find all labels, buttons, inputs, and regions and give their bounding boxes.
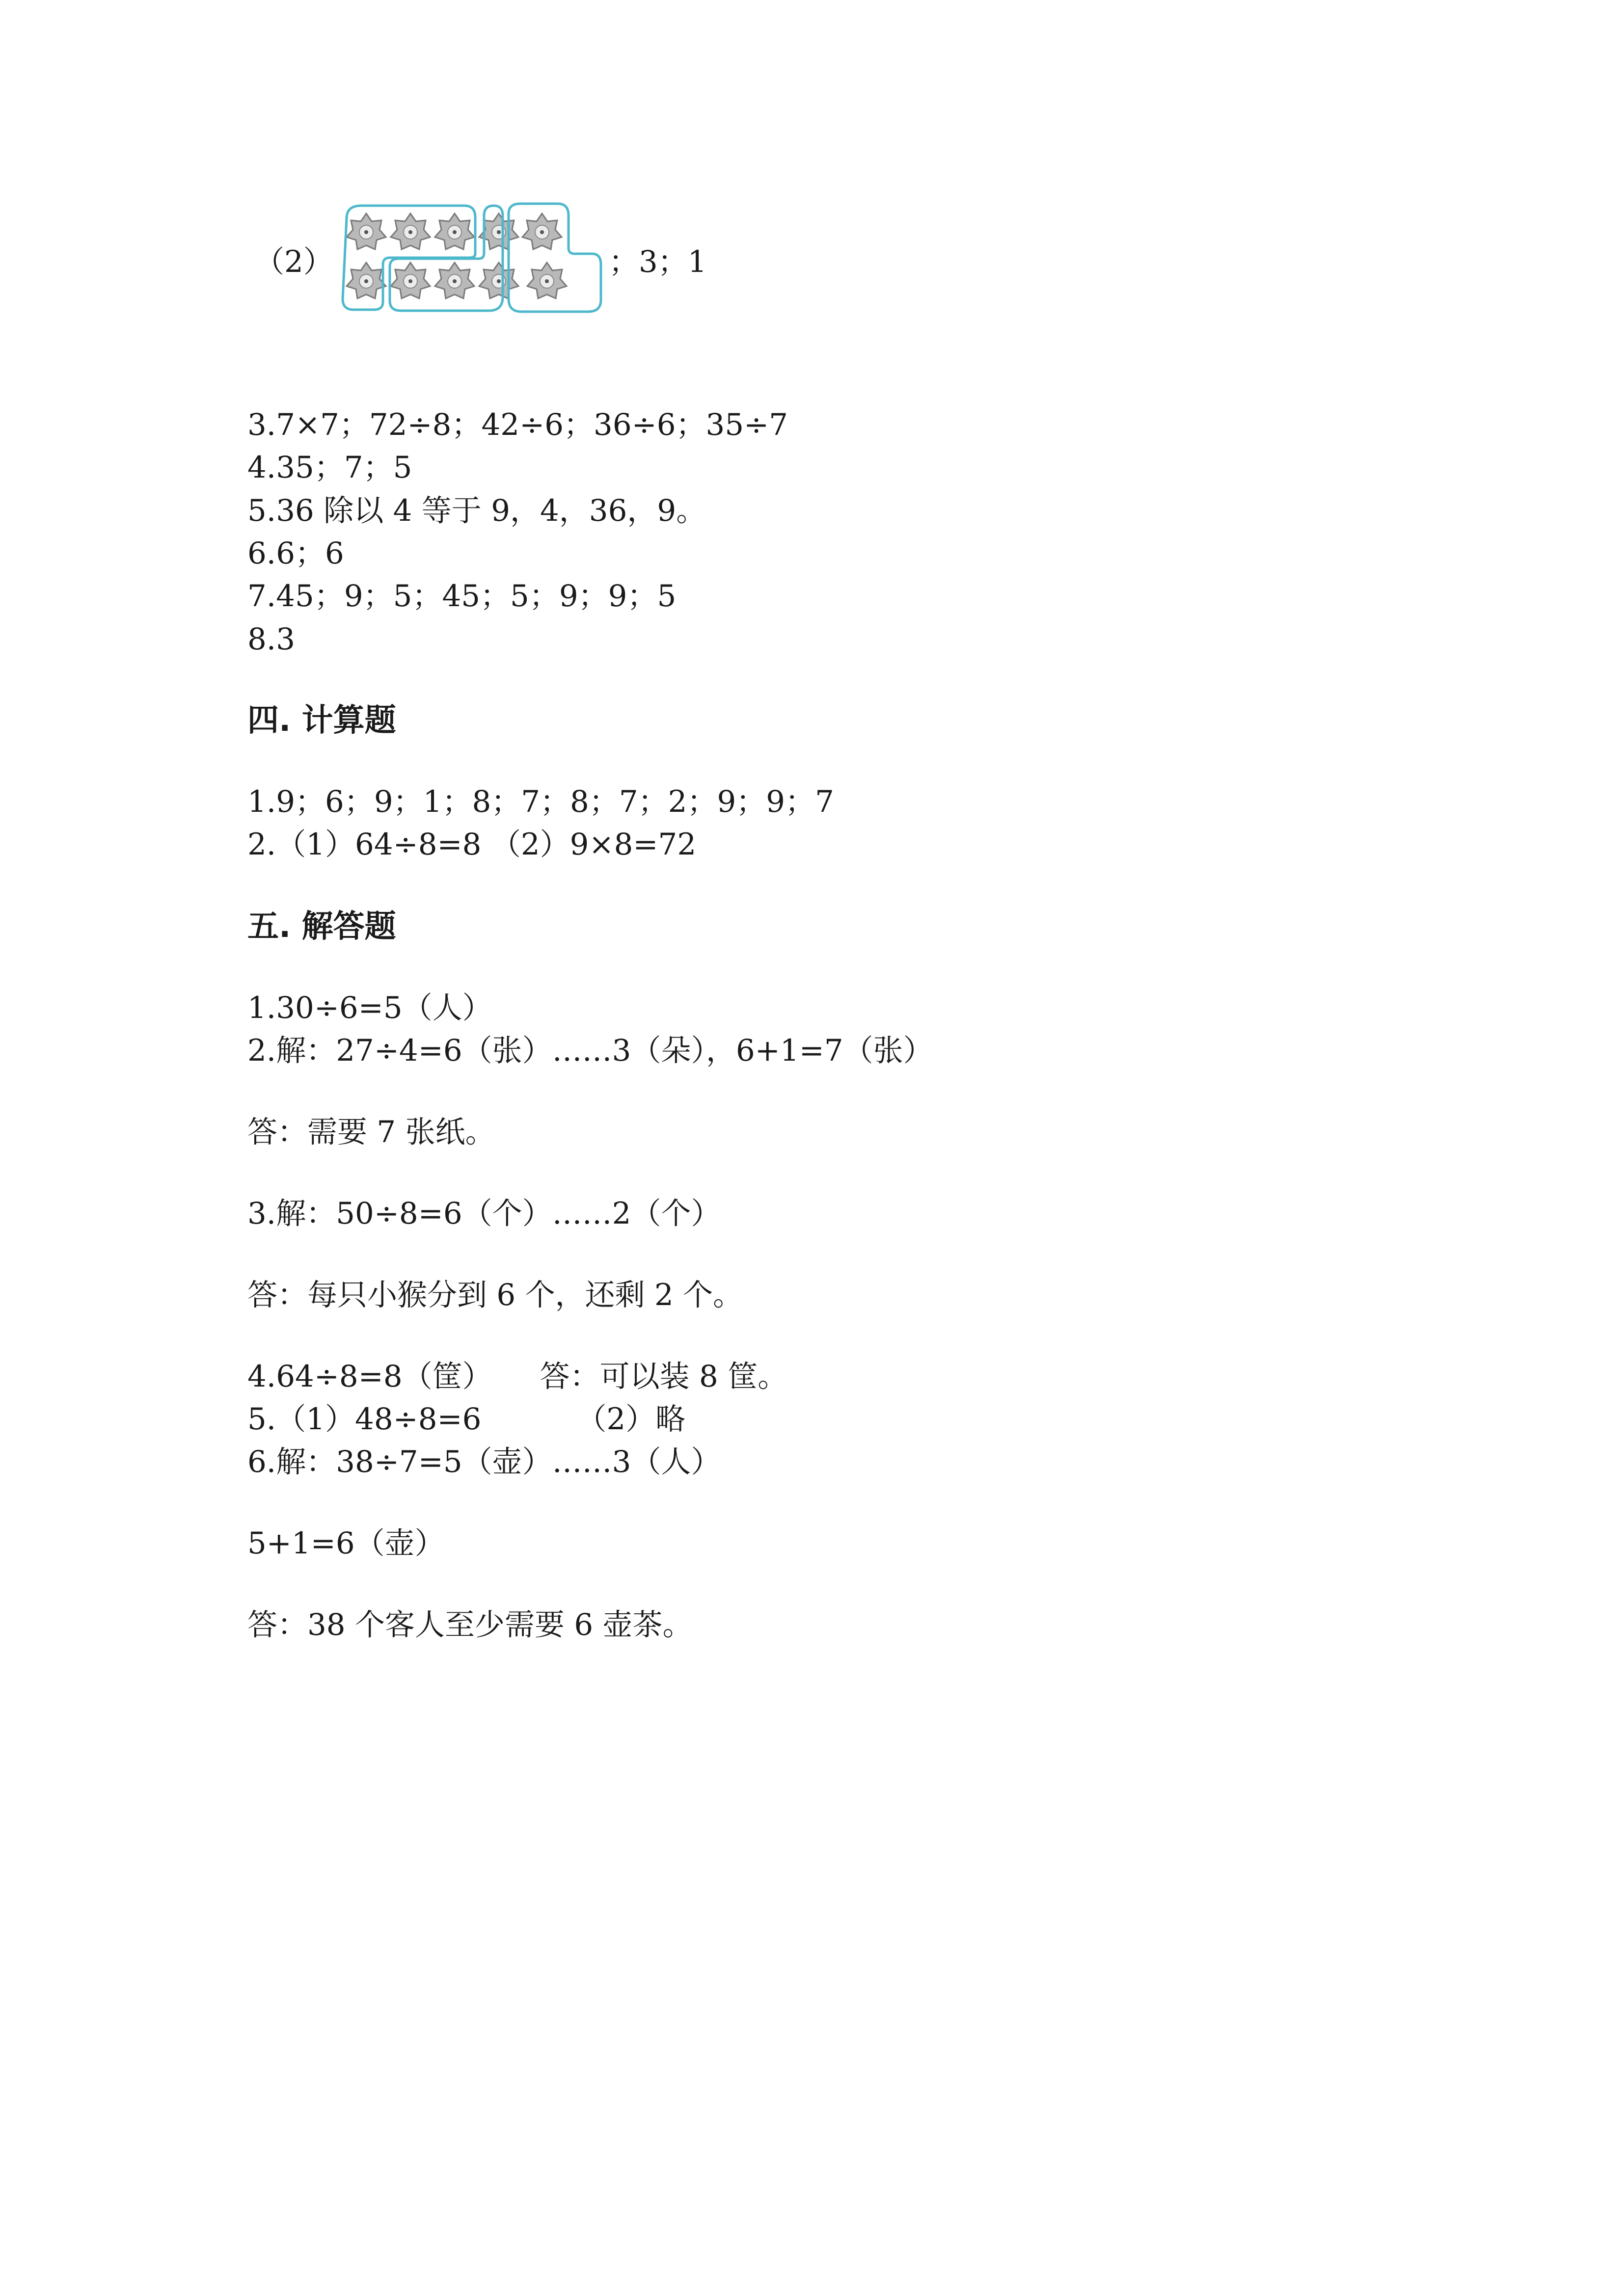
flower-grouping-figure bbox=[332, 199, 608, 315]
solve-q5: 5.（1）48÷8=6 （2）略 bbox=[247, 1402, 686, 1437]
section-heading-solve: 五. 解答题 bbox=[247, 908, 396, 945]
solve-q3-answer: 答：每只小猴分到 6 个，还剩 2 个。 bbox=[247, 1278, 743, 1312]
solve-q3: 3.解：50÷8=6（个）……2（个） bbox=[247, 1196, 721, 1231]
answer-line-8: 8.3 bbox=[247, 622, 296, 657]
answer-line-7: 7.45；9；5；45；5；9；9；5 bbox=[247, 579, 677, 614]
answer-line-3: 3.7×7；72÷8；42÷6；36÷6；35÷7 bbox=[247, 407, 788, 442]
section-heading-calc: 四. 计算题 bbox=[247, 702, 396, 739]
solve-q4: 4.64÷8=8（筐） 答：可以装 8 筐。 bbox=[247, 1359, 788, 1394]
flower-row-bottom bbox=[347, 263, 567, 298]
q2-answer-tail: ；3；1 bbox=[609, 244, 707, 279]
solve-q1: 1.30÷6=5（人） bbox=[247, 990, 492, 1025]
answer-line-4: 4.35；7；5 bbox=[247, 450, 412, 485]
flower-row-top bbox=[347, 214, 562, 249]
solve-q6: 6.解：38÷7=5（壶）……3（人） bbox=[247, 1444, 721, 1479]
solve-q6-answer: 答：38 个客人至少需要 6 壶茶。 bbox=[247, 1607, 693, 1642]
calc-line-1: 1.9；6；9；1；8；7；8；7；2；9；9；7 bbox=[247, 784, 834, 819]
answer-line-6: 6.6；6 bbox=[247, 536, 344, 571]
calc-line-2: 2.（1）64÷8=8 （2）9×8=72 bbox=[247, 827, 697, 862]
q2-label: （2） bbox=[254, 244, 333, 279]
solve-q2-answer: 答：需要 7 张纸。 bbox=[247, 1115, 495, 1149]
solve-q2: 2.解：27÷4=6（张）……3（朵），6+1=7（张） bbox=[247, 1033, 933, 1068]
answer-line-5: 5.36 除以 4 等于 9，4，36，9。 bbox=[247, 493, 706, 528]
solve-q6-step: 5+1=6（壶） bbox=[247, 1526, 445, 1561]
